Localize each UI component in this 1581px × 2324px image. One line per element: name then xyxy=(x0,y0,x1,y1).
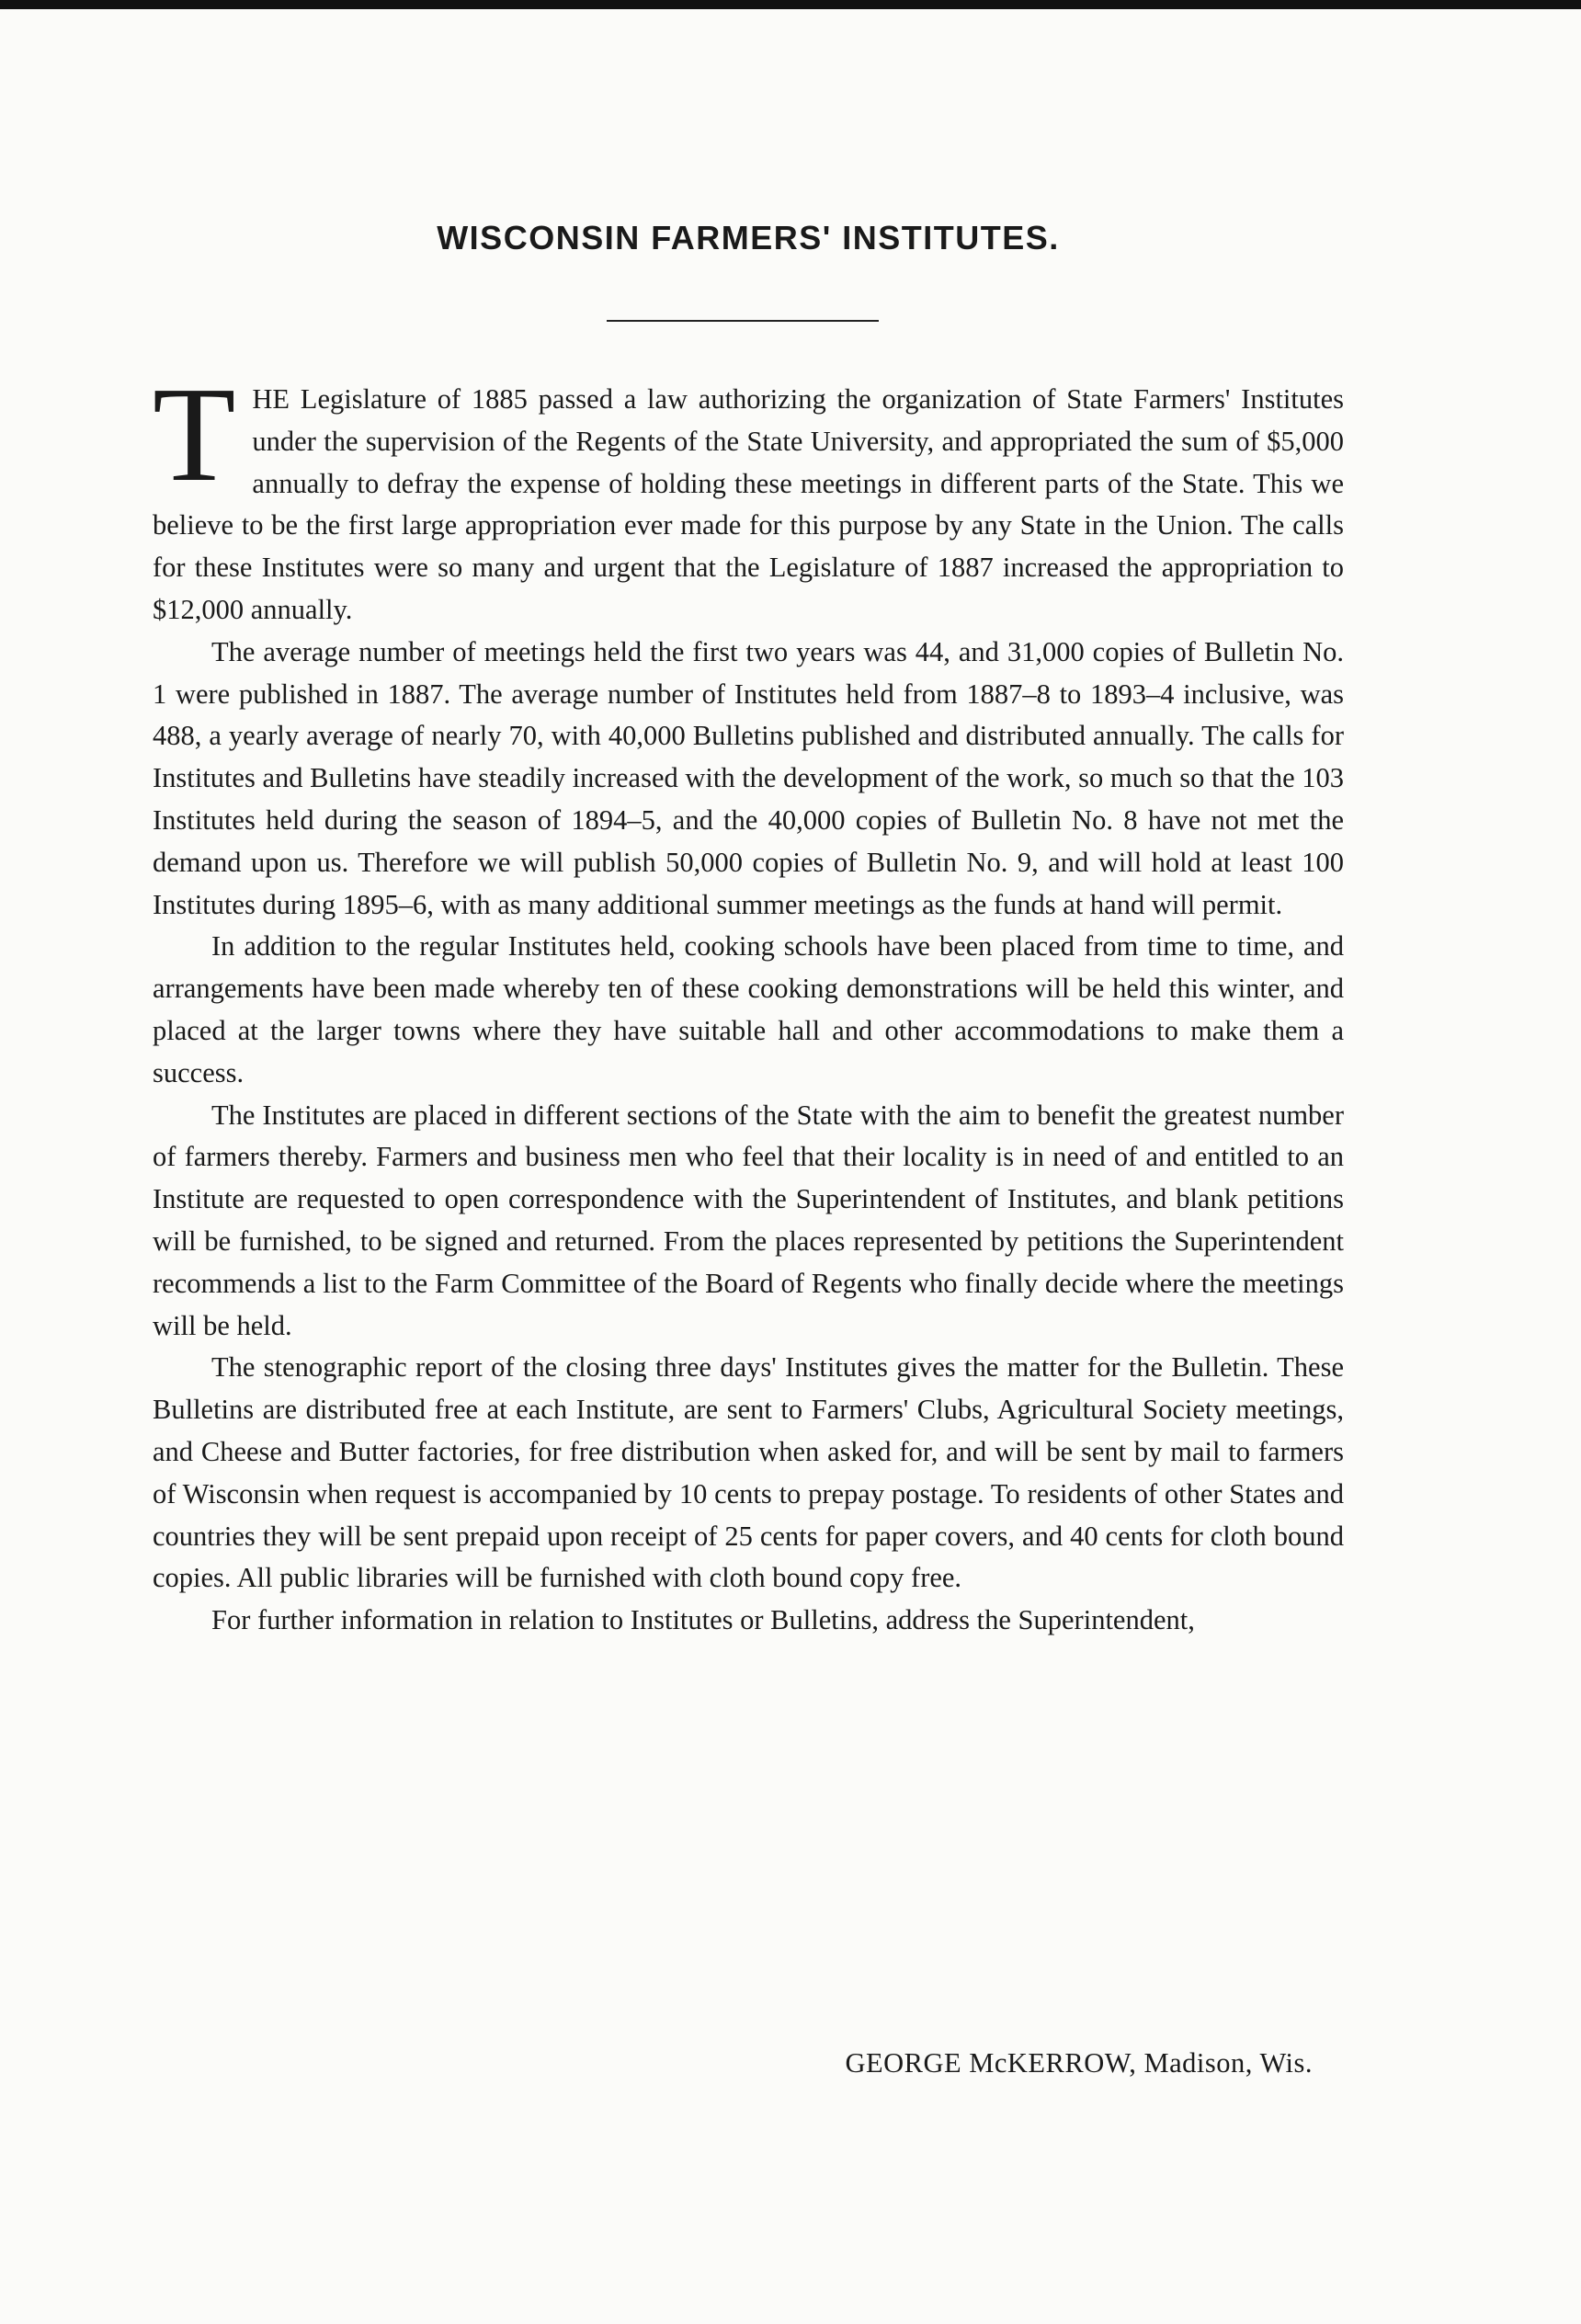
page-title: WISCONSIN FARMERS' INSTITUTES. xyxy=(437,219,1060,256)
paragraph-bulletins: The stenographic report of the closing three days' Institutes gives the matter for the Bulletin. These Bulletins are distributed free at each Institute, are sent to Farmers' Clubs, Agricultural Society meetings, and Cheese and Butter factories, for free distribution when asked for, and will be sent by mail to farmers of Wisconsin when request is accompanied by 10 cents to prepay postage. To residents of other States and countries they will be sent prepaid upon receipt of 25 cents for paper covers, and 40 cents for cloth bound copies. All public libraries will be furnished with cloth bound copy free. xyxy=(153,1351,1344,1594)
drop-cap-letter: T xyxy=(153,359,236,510)
paragraph-legislature xyxy=(153,359,1344,632)
paragraph-cooking-schools: In addition to the regular Institutes held, cooking schools have been placed from time to time, and arrangements have been made whereby ten of these cooking demonstrations will be held this winter, and placed at the larger towns where they have suitable hall and other accommodations to make them a success. xyxy=(153,930,1344,1088)
title-divider xyxy=(607,320,879,322)
paragraph-placement: The Institutes are placed in different sections of the State with the aim to benefit the greatest number of farmers thereby. Farmers and business men who feel that their locality is in need of and entitled to an Institute are requested to open correspondence with the Superintendent of Institutes, and blank petitions will be furnished, to be signed and returned. From the places represented by petitions the Superintendent recommends a list to the Farm Committee of the Board of Regents who finally decide where the meetings will be held. xyxy=(153,1099,1344,1341)
page-top-edge xyxy=(0,0,1581,9)
paragraph-meetings: The average number of meetings held the first two years was 44, and 31,000 copies of Bulletin No. 1 were published in 1887. The average number of Institutes held from 1887–8 to 1893–4 inclusive, was 488, a yearly average of nearly 70, with 40,000 Bulletins published and distributed annually. The calls for Institutes and Bulletins have steadily increased with the development of the work, so much so that the 103 Institutes held during the season of 1894–5, and the 40,000 copies of Bulletin No. 8 have not met the demand upon us. Therefore we will publish 50,000 copies of Bulletin No. 9, and will hold at least 100 Institutes during 1895–6, with as many additional summer meetings as the funds at hand will permit. xyxy=(153,635,1344,920)
signature: GEORGE McKERROW, Madison, Wis. xyxy=(845,2047,1313,2079)
paragraph-legislature-text: HE Legislature of 1885 passed a law authorizing the organization of State Farmers' Institutes under the supervision of the Regents of the State University, and appropriated the sum of $5,000 annually to defray the expense of holding these meetings in different parts of the State. This we believe to be the first large appropriation ever made for this purpose by any State in the Union. The calls for these Institutes were so many and urgent that the Legislature of 1887 increased the appropriation to $12,000 annually. xyxy=(153,383,1344,625)
body-text xyxy=(153,359,1344,1642)
paragraph-further-information: For further information in relation to Institutes or Bulletins, address the Superintendent, xyxy=(211,1604,1195,1636)
